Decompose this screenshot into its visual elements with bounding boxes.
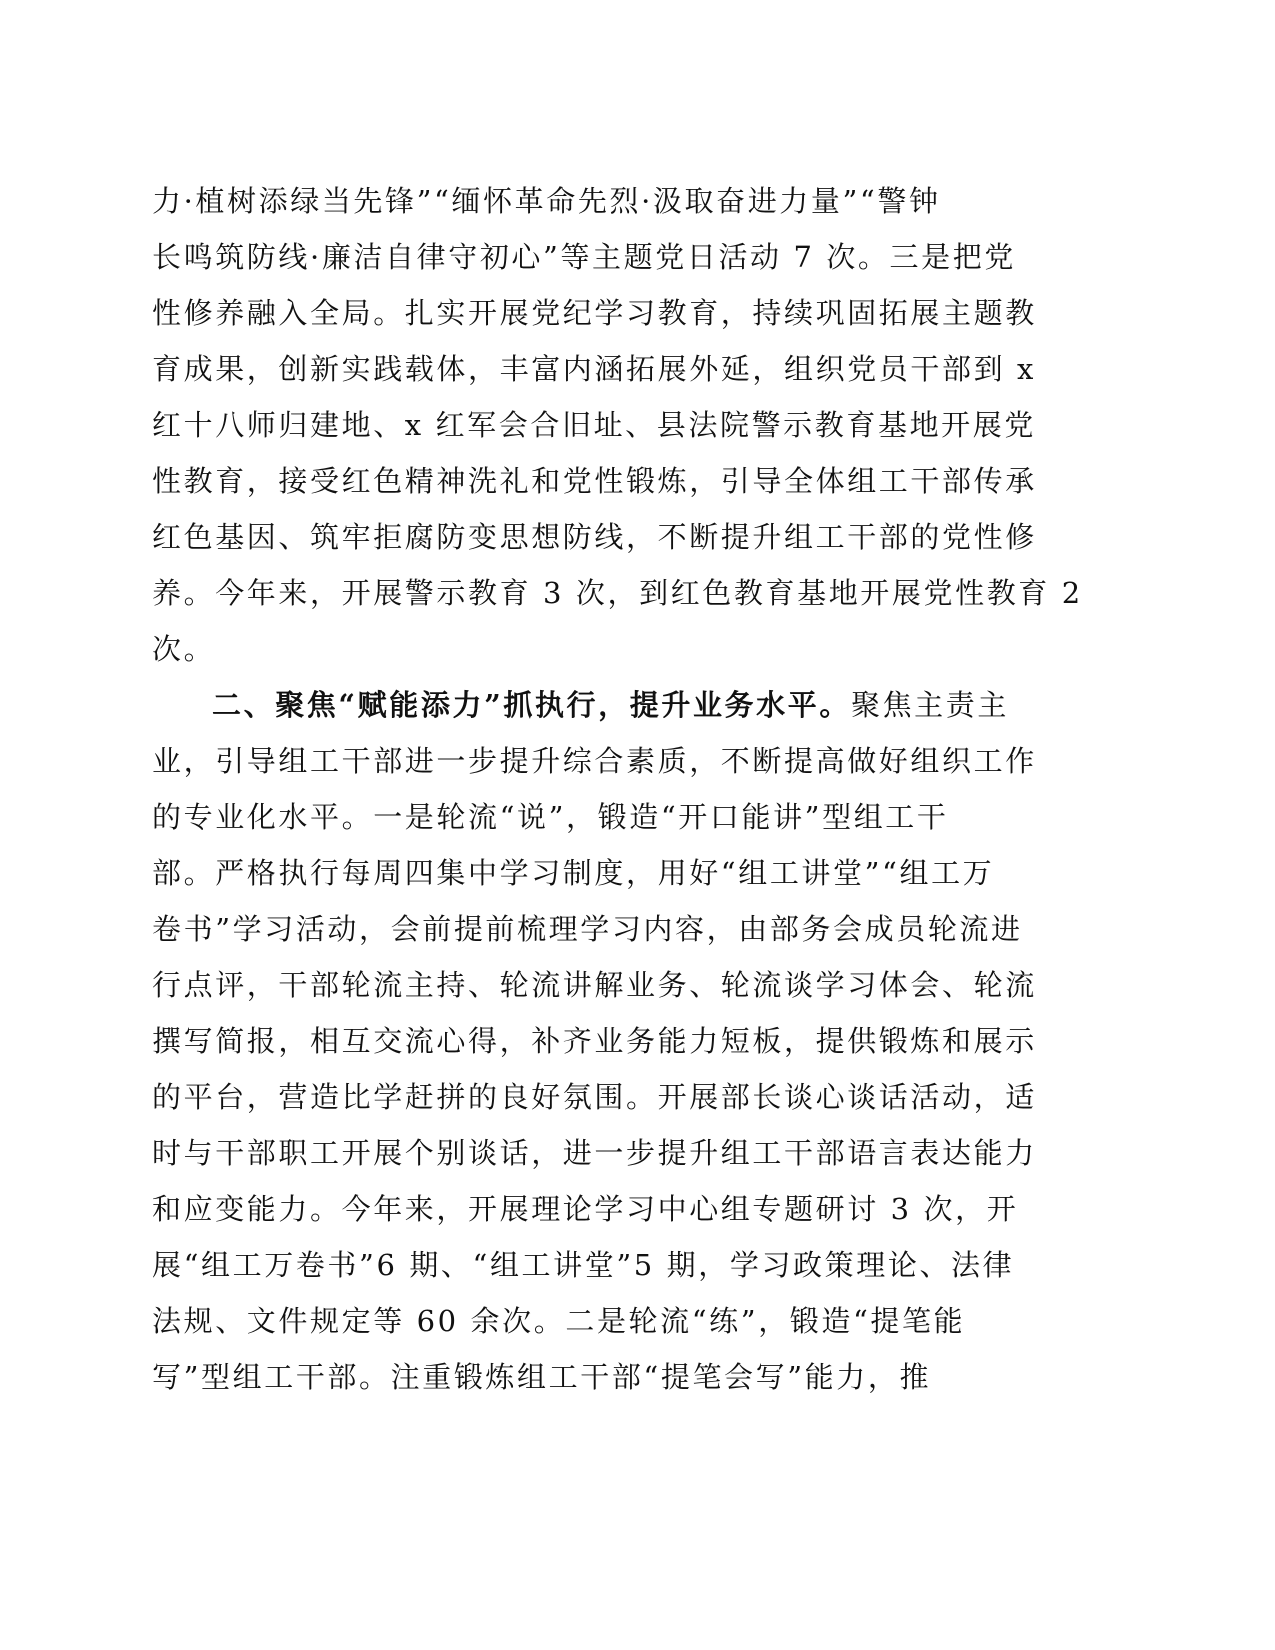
text-line: 长鸣筑防线·廉洁自律守初心”等主题党日活动 7 次。三是把党: [152, 240, 1016, 274]
section-heading-line: [212, 676, 1172, 734]
text-line: 的专业化水平。一是轮流“说”，锻造“开口能讲”型组工干: [152, 800, 949, 834]
text-line: 卷书”学习活动，会前提前梳理学习内容，由部务会成员轮流进: [152, 912, 1023, 946]
text-line: 部。严格执行每周四集中学习制度，用好“组工讲堂”“组工万: [152, 856, 995, 890]
text-line: 的平台，营造比学赶拼的良好氛围。开展部长谈心谈话活动，适: [152, 1080, 1037, 1114]
text-line: 红色基因、筑牢拒腐防变思想防线，不断提升组工干部的党性修: [152, 520, 1037, 554]
text-line: 性修养融入全局。扎实开展党纪学习教育，持续巩固拓展主题教: [152, 296, 1037, 330]
text-line: 写”型组工干部。注重锻炼组工干部“提笔会写”能力，推: [152, 1360, 932, 1394]
section-heading-continuation: 聚焦主责主: [850, 688, 1009, 722]
text-line: 法规、文件规定等 60 余次。二是轮流“练”，锻造“提笔能: [152, 1304, 966, 1338]
text-line: 红十八师归建地、x 红军会合旧址、县法院警示教育基地开展党: [152, 408, 1036, 442]
text-line: 养。今年来，开展警示教育 3 次，到红色教育基地开展党性教育 2: [152, 576, 1083, 610]
text-line: 业，引导组工干部进一步提升综合素质，不断提高做好组织工作: [152, 744, 1037, 778]
text-line: 时与干部职工开展个别谈话，进一步提升组工干部语言表达能力: [152, 1136, 1037, 1170]
text-line: 次。: [152, 632, 216, 666]
text-line: 撰写简报，相互交流心得，补齐业务能力短板，提供锻炼和展示: [152, 1024, 1037, 1058]
text-line: 育成果，创新实践载体，丰富内涵拓展外延，组织党员干部到 x: [152, 352, 1036, 386]
text-line: 性教育，接受红色精神洗礼和党性锻炼，引导全体组工干部传承: [152, 464, 1037, 498]
text-line: 力·植树添绿当先锋”“缅怀革命先烈·汲取奋进力量”“警钟: [152, 184, 941, 218]
text-line: 行点评，干部轮流主持、轮流讲解业务、轮流谈学习体会、轮流: [152, 968, 1037, 1002]
section-heading: 二、聚焦“赋能添力”抓执行，提升业务水平。: [212, 688, 851, 722]
text-line: 和应变能力。今年来，开展理论学习中心组专题研讨 3 次，开: [152, 1192, 1019, 1226]
text-line: 展“组工万卷书”6 期、“组工讲堂”5 期，学习政策理论、法律: [152, 1248, 1015, 1282]
